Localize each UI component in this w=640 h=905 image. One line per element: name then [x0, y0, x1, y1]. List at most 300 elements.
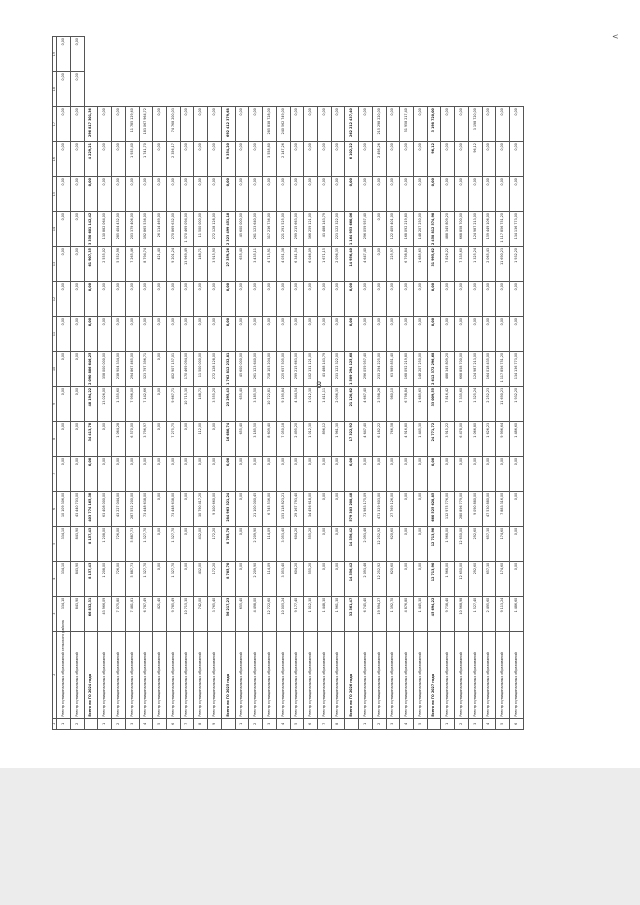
value-cell: 0,00: [317, 491, 331, 526]
value-cell: 0,00: [235, 177, 249, 212]
value-cell: 0,00: [510, 177, 524, 212]
row-index-cell: 2: [372, 718, 386, 729]
value-cell: 1 762 812 232,81: [221, 351, 235, 386]
value-cell: 45 600 000,00: [235, 351, 249, 386]
row-index-cell: 2: [455, 718, 469, 729]
value-cell: 655,40: [235, 247, 249, 282]
row-index-cell: 4: [482, 718, 496, 729]
column-header: 2: [53, 631, 57, 718]
row-label-cell: Реестр муниципальных образований: [455, 631, 469, 718]
value-cell: 280 896 779,00: [455, 491, 469, 526]
column-header: 17: [53, 107, 57, 142]
table-row: [153, 37, 167, 730]
value-cell: 238 904 334,00: [112, 351, 126, 386]
value-cell: 183 067 964,72: [139, 107, 153, 142]
row-index-cell: 8: [194, 718, 208, 729]
table-row: [57, 37, 71, 730]
value-cell: 6 745,40: [359, 596, 373, 631]
value-cell: 718 103 204,00: [263, 351, 277, 386]
value-cell: 148,71: [194, 386, 208, 421]
value-cell: 0,00: [221, 456, 235, 491]
value-cell: 1 327,70: [167, 561, 181, 596]
value-cell: 0,00: [139, 282, 153, 317]
value-cell: 0,00: [235, 142, 249, 177]
value-cell: 0,00: [57, 37, 71, 72]
value-cell: 124 987 213,00: [468, 212, 482, 247]
value-cell: 27 769 126,00: [386, 491, 400, 526]
table-row: [372, 37, 386, 730]
value-cell: 1 327,70: [167, 526, 181, 561]
value-cell: 0,00: [455, 142, 469, 177]
value-cell: 1 445,30: [413, 421, 427, 456]
value-cell: 0,00: [57, 316, 71, 351]
row-index-cell: 4: [400, 718, 414, 729]
value-cell: 1 208,00: [98, 561, 112, 596]
table-row: [71, 37, 85, 730]
column-header: 6: [53, 491, 57, 526]
value-cell: 0,00: [153, 561, 167, 596]
value-cell: 148,71: [194, 247, 208, 282]
value-cell: 620,60: [386, 526, 400, 561]
value-cell: 0,00: [167, 456, 181, 491]
value-cell: 620,60: [386, 561, 400, 596]
row-index-cell: 7: [180, 718, 194, 729]
value-cell: 0,00: [208, 142, 222, 177]
value-cell: 432,00: [194, 561, 208, 596]
value-cell: 0,00: [84, 316, 98, 351]
value-cell: 0,00: [208, 282, 222, 317]
value-cell: 24 771,72: [427, 421, 441, 456]
value-cell: 1 671,15: [317, 247, 331, 282]
value-cell: 0,00: [510, 107, 524, 142]
value-cell: 13 026,00: [98, 386, 112, 421]
value-cell: 0,00: [235, 491, 249, 526]
value-cell: 4 667,40: [359, 386, 373, 421]
value-cell: 0,00: [359, 107, 373, 142]
row-index-cell: 3: [468, 718, 482, 729]
value-cell: 12 252,92: [372, 561, 386, 596]
value-cell: 1 066,80: [468, 421, 482, 456]
row-label-cell: Реестр муниципальных образований: [208, 631, 222, 718]
table-row: [496, 37, 510, 730]
value-cell: 43 488 143,79: [317, 351, 331, 386]
value-cell: 0,00: [153, 421, 167, 456]
value-cell: 34 413,70: [84, 421, 98, 456]
value-cell: 0,00: [290, 177, 304, 212]
row-index-cell: 1: [57, 718, 71, 729]
row-index-cell: 1: [441, 718, 455, 729]
value-cell: 0,00: [468, 282, 482, 317]
value-cell: 0,00: [510, 491, 524, 526]
value-cell: 45 694,22: [427, 596, 441, 631]
value-cell: 0,00: [482, 107, 496, 142]
value-cell: 0,00: [153, 386, 167, 421]
value-cell: 0,00: [235, 282, 249, 317]
value-cell: 0,00: [71, 421, 85, 456]
value-cell: 0,00: [208, 316, 222, 351]
table-row: [331, 37, 345, 730]
value-cell: 1 325,24: [468, 247, 482, 282]
value-cell: 366 259 121,00: [304, 212, 318, 247]
value-cell: 7 826,22: [441, 247, 455, 282]
value-cell: 134 136 773,00: [510, 212, 524, 247]
value-cell: 1 486,60: [510, 596, 524, 631]
value-cell: 2 555,02: [98, 247, 112, 282]
value-cell: 0,00: [372, 212, 386, 247]
value-cell: 0,00: [331, 456, 345, 491]
value-cell: 0,00: [482, 282, 496, 317]
value-cell: 225 657 505,00: [276, 351, 290, 386]
value-cell: 604,20: [290, 561, 304, 596]
row-index-cell: 6: [304, 718, 318, 729]
table-row: [249, 37, 263, 730]
value-cell: 0,00: [331, 282, 345, 317]
row-label-cell: Реестр муниципальных образований: [386, 631, 400, 718]
value-cell: 657,30: [482, 561, 496, 596]
value-cell: 0,00: [180, 561, 194, 596]
value-cell: 668 858 700,00: [455, 212, 469, 247]
value-cell: 432,00: [194, 526, 208, 561]
row-index-cell: 7: [317, 718, 331, 729]
value-cell: 0,00: [57, 351, 71, 386]
value-cell: 43 488 143,79: [317, 212, 331, 247]
value-cell: 0,00: [276, 456, 290, 491]
value-cell: 74 768 200,03: [167, 107, 181, 142]
value-cell: 7 075,80: [112, 596, 126, 631]
value-cell: 0,00: [208, 107, 222, 142]
value-cell: 9 201,24: [167, 247, 181, 282]
value-cell: 1 411,11: [317, 386, 331, 421]
value-cell: 0,00: [510, 316, 524, 351]
value-cell: 12 650,00: [455, 526, 469, 561]
row-index-cell: 5: [153, 718, 167, 729]
value-cell: 0,00: [112, 177, 126, 212]
value-cell: 8 705,70: [221, 561, 235, 596]
table-row: [263, 37, 277, 730]
row-label-cell: Реестр муниципальных образований: [139, 631, 153, 718]
value-cell: 14 356,42: [345, 561, 359, 596]
value-cell: 0,00: [359, 316, 373, 351]
value-cell: 0,00: [98, 316, 112, 351]
table-row: [413, 37, 427, 730]
row-label-cell: Реестр муниципальных образований сельского района: [57, 631, 71, 718]
value-cell: 0,00: [208, 456, 222, 491]
value-cell: 215 298 220,00: [372, 107, 386, 142]
value-cell: 1 961,30: [331, 421, 345, 456]
column-header: 15: [53, 177, 57, 212]
value-cell: 0,00: [400, 561, 414, 596]
value-cell: 0,00: [400, 316, 414, 351]
row-label-cell: Реестр муниципальных образований: [276, 631, 290, 718]
value-cell: 9 113,24: [496, 596, 510, 631]
value-cell: 1 370 469 094,00: [180, 212, 194, 247]
value-cell: 296 817 301,36: [84, 107, 98, 142]
column-header: 13: [53, 247, 57, 282]
value-cell: 19 994,27: [372, 596, 386, 631]
column-header: 18: [53, 72, 57, 107]
value-cell: 1 325,24: [468, 386, 482, 421]
value-cell: 3 053,40: [276, 526, 290, 561]
table-row: [194, 37, 208, 730]
value-cell: 0,00: [455, 316, 469, 351]
value-cell: 0,00: [441, 316, 455, 351]
table-row: [304, 37, 318, 730]
value-cell: 0,00: [153, 456, 167, 491]
value-cell: 14 356,42: [345, 526, 359, 561]
value-cell: 3 185,50: [249, 421, 263, 456]
value-cell: 0,00: [276, 177, 290, 212]
value-cell: 2 096,35: [331, 247, 345, 282]
value-cell: 0,00: [331, 316, 345, 351]
value-cell: 0,00: [71, 282, 85, 317]
value-cell: 4 344,54: [290, 386, 304, 421]
value-cell: 2 356,17: [167, 142, 181, 177]
table-row: [386, 37, 400, 730]
value-cell: 47 530 880,00: [482, 491, 496, 526]
value-cell: 2 093,48: [359, 561, 373, 596]
value-cell: 1 527,40: [468, 596, 482, 631]
value-cell: 421,40: [153, 247, 167, 282]
table-row: [98, 37, 112, 730]
value-cell: 12 713,90: [427, 561, 441, 596]
data-table: [52, 36, 524, 730]
value-cell: 0,00: [167, 177, 181, 212]
value-cell: 296 059 957,40: [359, 351, 373, 386]
value-cell: 3 915,22: [441, 421, 455, 456]
value-cell: 742,00: [194, 596, 208, 631]
value-cell: 1 509 294 125,68: [345, 351, 359, 386]
row-index-cell: 5: [413, 718, 427, 729]
row-label-cell: Всего по ГО 2026 года: [345, 631, 359, 718]
value-cell: 0,00: [112, 142, 126, 177]
value-cell: 1 355,60: [112, 386, 126, 421]
value-cell: 0,00: [372, 282, 386, 317]
value-cell: 2 065,43: [482, 247, 496, 282]
value-cell: 0,00: [482, 316, 496, 351]
row-index-cell: 3: [125, 718, 139, 729]
row-index-cell: 2: [71, 718, 85, 729]
value-cell: 0,00: [290, 142, 304, 177]
value-cell: 0,00: [125, 177, 139, 212]
value-cell: 0,00: [386, 456, 400, 491]
row-label-cell: Реестр муниципальных образований: [317, 631, 331, 718]
value-cell: 0,00: [304, 107, 318, 142]
value-cell: 0,00: [98, 421, 112, 456]
value-cell: 0,00: [400, 526, 414, 561]
value-cell: 403 774 165,30: [84, 491, 98, 526]
value-cell: 10 968,98: [455, 596, 469, 631]
table-row: [400, 37, 414, 730]
value-cell: 221 291 525,00: [276, 212, 290, 247]
value-cell: 0,00: [482, 456, 496, 491]
value-cell: 3 350 601 142,42: [84, 212, 98, 247]
value-cell: 0,00: [167, 316, 181, 351]
value-cell: 766,58: [386, 421, 400, 456]
value-cell: 10 715,30: [180, 596, 194, 631]
value-cell: 0,00: [276, 282, 290, 317]
value-cell: 1 117 856 751,20: [496, 351, 510, 386]
value-cell: 43 966,09: [98, 596, 112, 631]
value-cell: 13 969,49: [180, 247, 194, 282]
table-row: [290, 37, 304, 730]
column-header: 1: [53, 718, 57, 729]
value-cell: 3 198 720,00: [468, 107, 482, 142]
value-cell: 32 361,47: [345, 596, 359, 631]
value-cell: 488 345 809,20: [441, 351, 455, 386]
row-index-cell: 5: [290, 718, 304, 729]
value-cell: 4 498,00: [249, 596, 263, 631]
value-cell: 0,00: [455, 456, 469, 491]
row-index-cell: 6: [510, 718, 524, 729]
value-cell: 12 650,00: [455, 561, 469, 596]
value-cell: 1 968,00: [441, 526, 455, 561]
value-cell: 896,12: [317, 421, 331, 456]
row-label-cell: Всего по ГО 2024 года: [84, 631, 98, 718]
table-row: [139, 37, 153, 730]
table-row: [84, 37, 98, 730]
value-cell: 26 114 469,00: [153, 212, 167, 247]
value-cell: 0,00: [317, 526, 331, 561]
value-cell: 0,00: [167, 282, 181, 317]
value-cell: 0,00: [372, 177, 386, 212]
value-cell: 0,00: [496, 282, 510, 317]
value-cell: 9 785,49: [167, 596, 181, 631]
value-cell: 421,40: [153, 596, 167, 631]
value-cell: 2 323 499 451,10: [221, 212, 235, 247]
value-cell: 0,00: [98, 177, 112, 212]
value-cell: 317 236 736,00: [263, 212, 277, 247]
value-cell: 3 435,11: [249, 247, 263, 282]
value-cell: 3 796,97: [139, 421, 153, 456]
value-cell: 0,00: [331, 561, 345, 596]
value-cell: 0,00: [304, 177, 318, 212]
value-cell: 233 294 225,00: [372, 351, 386, 386]
value-cell: 11 690,23: [496, 386, 510, 421]
value-cell: 7 481,81: [125, 596, 139, 631]
value-cell: 0,00: [386, 316, 400, 351]
value-cell: 96,12: [468, 142, 482, 177]
value-cell: 0,00: [153, 142, 167, 177]
value-cell: 1 012,30: [304, 386, 318, 421]
value-cell: 34 456 618,00: [304, 491, 318, 526]
value-cell: 0,00: [510, 456, 524, 491]
value-cell: 0,00: [57, 72, 71, 107]
value-cell: 30 790 417,20: [194, 491, 208, 526]
value-cell: 0,00: [153, 177, 167, 212]
value-cell: 168 092 219,80: [400, 212, 414, 247]
row-index-cell: 1: [359, 718, 373, 729]
row-index-cell: 3: [263, 718, 277, 729]
value-cell: 23 295,43: [221, 386, 235, 421]
value-cell: 4 647,40: [359, 421, 373, 456]
value-cell: 272 128 128,00: [208, 351, 222, 386]
value-cell: 0,00: [57, 107, 71, 142]
value-cell: 7 142,66: [139, 386, 153, 421]
value-cell: 172,20: [208, 526, 222, 561]
value-cell: 5 552,98: [112, 247, 126, 282]
value-cell: 0,00: [112, 282, 126, 317]
value-cell: 0,00: [290, 316, 304, 351]
value-cell: 2 495,20: [290, 421, 304, 456]
value-cell: 225,97: [386, 247, 400, 282]
value-cell: 261 123 640,00: [249, 351, 263, 386]
value-cell: 134 136 773,00: [510, 351, 524, 386]
value-cell: 96,12: [427, 142, 441, 177]
value-cell: 0,00: [71, 316, 85, 351]
value-cell: 0,00: [249, 142, 263, 177]
row-index-cell: 1: [98, 718, 112, 729]
value-cell: 0,00: [331, 526, 345, 561]
value-cell: 3 765,40: [208, 596, 222, 631]
value-cell: 285 838 728,00: [263, 107, 277, 142]
value-cell: 471 319 603,00: [372, 491, 386, 526]
value-cell: 0,00: [180, 526, 194, 561]
value-cell: 0,00: [221, 316, 235, 351]
row-label-cell: Реестр муниципальных образований: [263, 631, 277, 718]
value-cell: 5 887,73: [125, 561, 139, 596]
value-cell: 7 883 316,00: [496, 491, 510, 526]
value-cell: 8 794,74: [139, 247, 153, 282]
row-index-cell: 5: [496, 718, 510, 729]
value-cell: 0,00: [84, 282, 98, 317]
value-cell: 668 858 700,00: [455, 351, 469, 386]
row-index-cell: [427, 718, 441, 729]
value-cell: 655,40: [235, 386, 249, 421]
value-cell: 0,00: [304, 316, 318, 351]
value-cell: 0,00: [496, 177, 510, 212]
value-cell: 0,00: [427, 282, 441, 317]
value-cell: 0,00: [496, 142, 510, 177]
value-cell: 0,00: [290, 456, 304, 491]
value-cell: 0,00: [455, 282, 469, 317]
value-cell: 292,60: [468, 526, 482, 561]
value-cell: 9 996,64: [496, 421, 510, 456]
row-label-cell: Реестр муниципальных образований: [235, 631, 249, 718]
value-cell: 0,00: [331, 491, 345, 526]
value-cell: 0,00: [221, 177, 235, 212]
value-cell: 114,09: [263, 526, 277, 561]
value-cell: 0,00: [455, 107, 469, 142]
value-cell: 122 409 401,00: [386, 212, 400, 247]
value-cell: 0,00: [468, 177, 482, 212]
value-cell: 7 996,00: [125, 386, 139, 421]
row-index-cell: 3: [386, 718, 400, 729]
value-cell: 0,00: [263, 282, 277, 317]
value-cell: 9 738,40: [441, 596, 455, 631]
value-cell: 0,00: [139, 177, 153, 212]
value-cell: 8 157,43: [84, 526, 98, 561]
value-cell: 0,00: [317, 561, 331, 596]
value-cell: 6 046,09: [304, 247, 318, 282]
value-cell: 0,00: [413, 526, 427, 561]
value-cell: 292,60: [468, 561, 482, 596]
value-cell: 0,00: [427, 316, 441, 351]
value-cell: 3 198 720,00: [427, 107, 441, 142]
column-header: 14: [53, 212, 57, 247]
table-row: [468, 37, 482, 730]
value-cell: 2 498,26: [372, 142, 386, 177]
value-cell: 843,90: [71, 561, 85, 596]
value-cell: 0,00: [235, 526, 249, 561]
value-cell: 0,00: [400, 491, 414, 526]
value-cell: 233 122 322,00: [331, 351, 345, 386]
value-cell: 1 064,28: [112, 421, 126, 456]
table-row: [276, 37, 290, 730]
value-cell: 0,00: [71, 247, 85, 282]
value-cell: 262 212 437,40: [345, 107, 359, 142]
value-cell: 1 327,70: [139, 526, 153, 561]
value-cell: 10 715,30: [180, 386, 194, 421]
